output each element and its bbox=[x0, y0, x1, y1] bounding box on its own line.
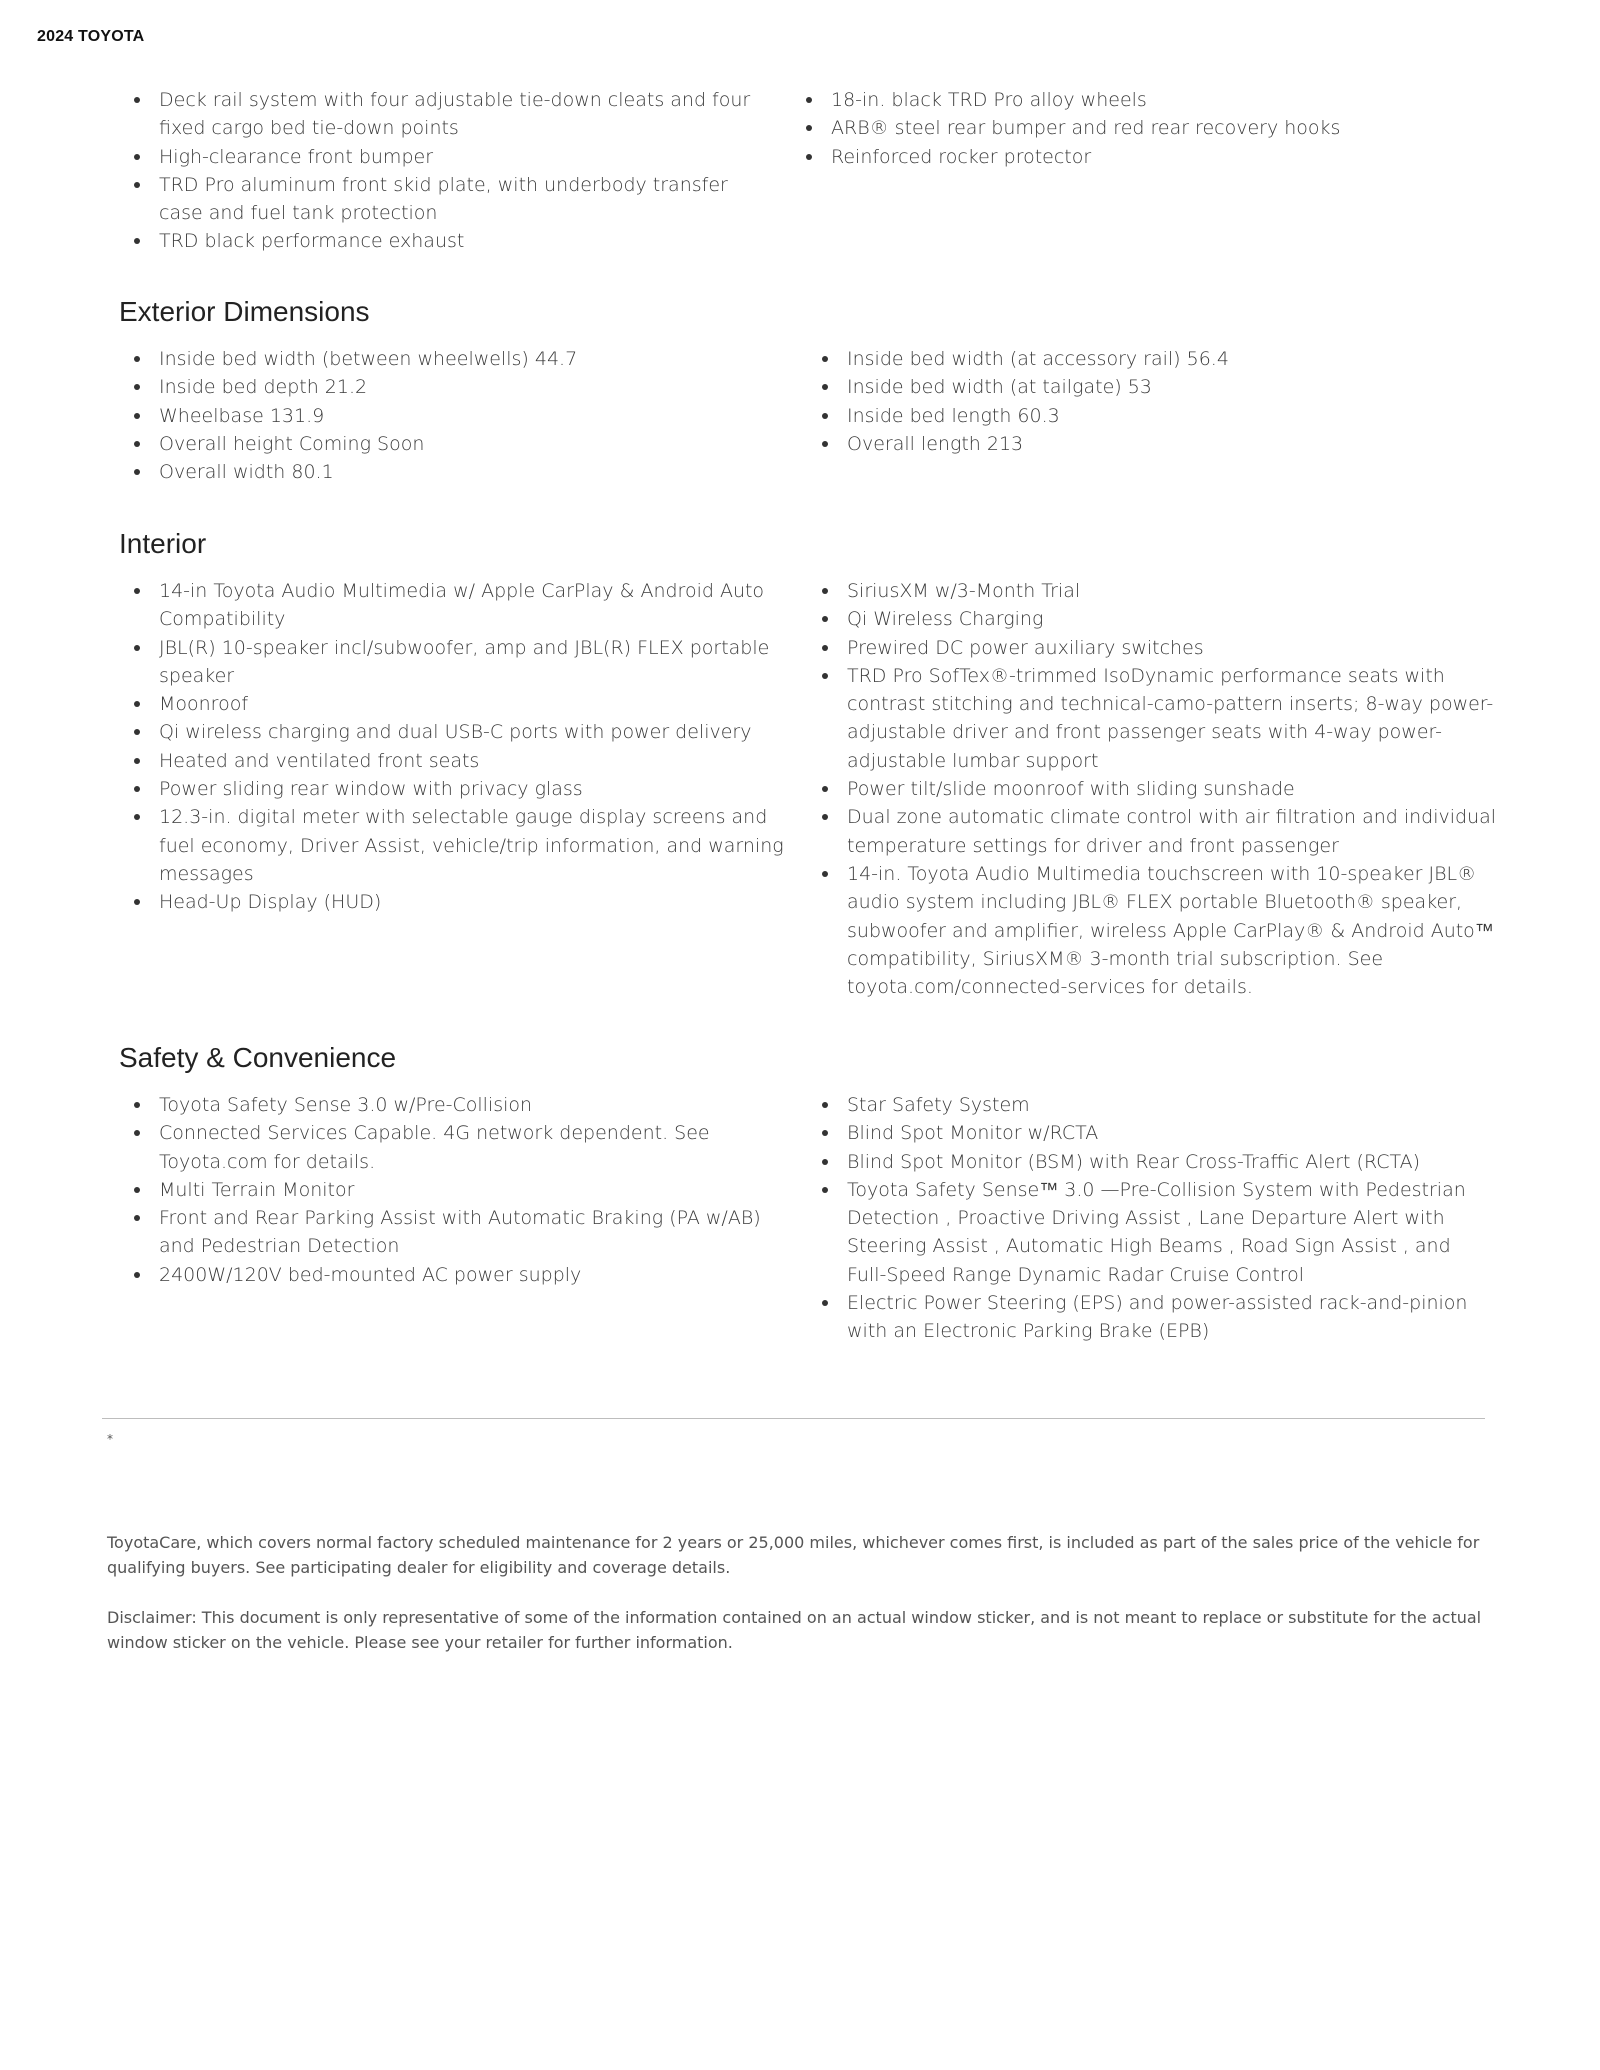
disclaimer-note: Disclaimer: This document is only representative of some of the information contained on an actual window sticker, and is not meant to replace or substitute for the actual window sticker on the vehicle. Please see your retailer for further information. bbox=[107, 1608, 1482, 1652]
safety-left-list bbox=[119, 1091, 802, 1289]
list-item: Overall length 213 bbox=[807, 430, 1487, 458]
list-item: Qi Wireless Charging bbox=[807, 605, 1497, 633]
exterior-dimensions-heading: Exterior Dimensions bbox=[119, 296, 370, 327]
safety-convenience-heading: Safety & Convenience bbox=[119, 1042, 397, 1073]
list-item: Toyota Safety Sense™ 3.0 —Pre-Collision System with Pedestrian Detection , Proactive Driving Assist , Lane Departure Alert with Steering Assist , Automatic High Beams , Road Sign Assist , and Full-Speed Range Dynamic Radar Cruise Control bbox=[807, 1176, 1487, 1289]
list-item: Electric Power Steering (EPS) and power-assisted rack-and-pinion with an Electronic Parking Brake (EPB) bbox=[807, 1289, 1487, 1346]
list-item: Power tilt/slide moonroof with sliding sunshade bbox=[807, 775, 1497, 803]
list-item: Inside bed width (at tailgate) 53 bbox=[807, 373, 1487, 401]
list-item: Prewired DC power auxiliary switches bbox=[807, 634, 1497, 662]
list-item: SiriusXM w/3-Month Trial bbox=[807, 577, 1497, 605]
exterior-right-list bbox=[807, 345, 1487, 458]
top-features-left-list bbox=[119, 86, 759, 256]
list-item: 12.3-in. digital meter with selectable gauge display screens and fuel economy, Driver Assist, vehicle/trip information, and warning messages bbox=[119, 803, 802, 888]
list-item: Star Safety System bbox=[807, 1091, 1487, 1119]
list-item: Moonroof bbox=[119, 690, 802, 718]
list-item: Heated and ventilated front seats bbox=[119, 747, 802, 775]
list-item: TRD black performance exhaust bbox=[119, 227, 759, 255]
safety-right-list bbox=[807, 1091, 1487, 1346]
list-item: Wheelbase 131.9 bbox=[119, 402, 759, 430]
list-item: TRD Pro aluminum front skid plate, with underbody transfer case and fuel tank protection bbox=[119, 171, 759, 228]
list-item: Reinforced rocker protector bbox=[791, 143, 1451, 171]
interior-right-list bbox=[807, 577, 1497, 1001]
list-item: 14-in. Toyota Audio Multimedia touchscreen with 10-speaker JBL® audio system including JBL® FLEX portable Bluetooth® speaker, subwoofer and amplifier, wireless Apple CarPlay® & Android Auto™ compatibility, SiriusXM® 3-month trial subscription. See toyota.com/connected-services for details. bbox=[807, 860, 1497, 1001]
list-item: Power sliding rear window with privacy glass bbox=[119, 775, 802, 803]
list-item: Blind Spot Monitor w/RCTA bbox=[807, 1119, 1487, 1147]
list-item: Inside bed depth 21.2 bbox=[119, 373, 759, 401]
list-item: Inside bed width (at accessory rail) 56.4 bbox=[807, 345, 1487, 373]
list-item: Blind Spot Monitor (BSM) with Rear Cross-Traffic Alert (RCTA) bbox=[807, 1148, 1487, 1176]
list-item: 18-in. black TRD Pro alloy wheels bbox=[791, 86, 1451, 114]
list-item: Overall width 80.1 bbox=[119, 458, 759, 486]
footnote-asterisk: * bbox=[107, 1432, 113, 1446]
list-item: TRD Pro SofTex®-trimmed IsoDynamic performance seats with contrast stitching and technical-camo-pattern inserts; 8-way power-adjustable driver and front passenger seats with 4-way power-adjustable lumbar support bbox=[807, 662, 1497, 775]
list-item: Head-Up Display (HUD) bbox=[119, 888, 802, 916]
list-item: 14-in Toyota Audio Multimedia w/ Apple CarPlay & Android Auto Compatibility bbox=[119, 577, 802, 634]
list-item: Connected Services Capable. 4G network dependent. See Toyota.com for details. bbox=[119, 1119, 802, 1176]
top-features-right-list bbox=[791, 86, 1451, 171]
footer-divider bbox=[102, 1418, 1485, 1419]
list-item: Multi Terrain Monitor bbox=[119, 1176, 802, 1204]
list-item: High-clearance front bumper bbox=[119, 143, 759, 171]
list-item: Toyota Safety Sense 3.0 w/Pre-Collision bbox=[119, 1091, 802, 1119]
list-item: 2400W/120V bed-mounted AC power supply bbox=[119, 1261, 802, 1289]
list-item: Dual zone automatic climate control with air filtration and individual temperature settings for driver and front passenger bbox=[807, 803, 1497, 860]
toyotacare-note: ToyotaCare, which covers normal factory scheduled maintenance for 2 years or 25,000 miles, whichever comes first, is included as part of the sales price of the vehicle for qualifying buyers. See participating dealer for eligibility and coverage details. bbox=[107, 1533, 1480, 1577]
list-item: Inside bed length 60.3 bbox=[807, 402, 1487, 430]
list-item: Front and Rear Parking Assist with Automatic Braking (PA w/AB) and Pedestrian Detection bbox=[119, 1204, 802, 1261]
list-item: Qi wireless charging and dual USB-C ports with power delivery bbox=[119, 718, 802, 746]
list-item: JBL(R) 10-speaker incl/subwoofer, amp and JBL(R) FLEX portable speaker bbox=[119, 634, 802, 691]
list-item: Inside bed width (between wheelwells) 44.7 bbox=[119, 345, 759, 373]
exterior-left-list bbox=[119, 345, 759, 486]
interior-heading: Interior bbox=[119, 528, 207, 559]
list-item: Overall height Coming Soon bbox=[119, 430, 759, 458]
list-item: ARB® steel rear bumper and red rear recovery hooks bbox=[791, 114, 1451, 142]
interior-left-list bbox=[119, 577, 802, 917]
brand-year-header: 2024 TOYOTA bbox=[37, 28, 145, 45]
list-item: Deck rail system with four adjustable tie-down cleats and four fixed cargo bed tie-down points bbox=[119, 86, 759, 143]
